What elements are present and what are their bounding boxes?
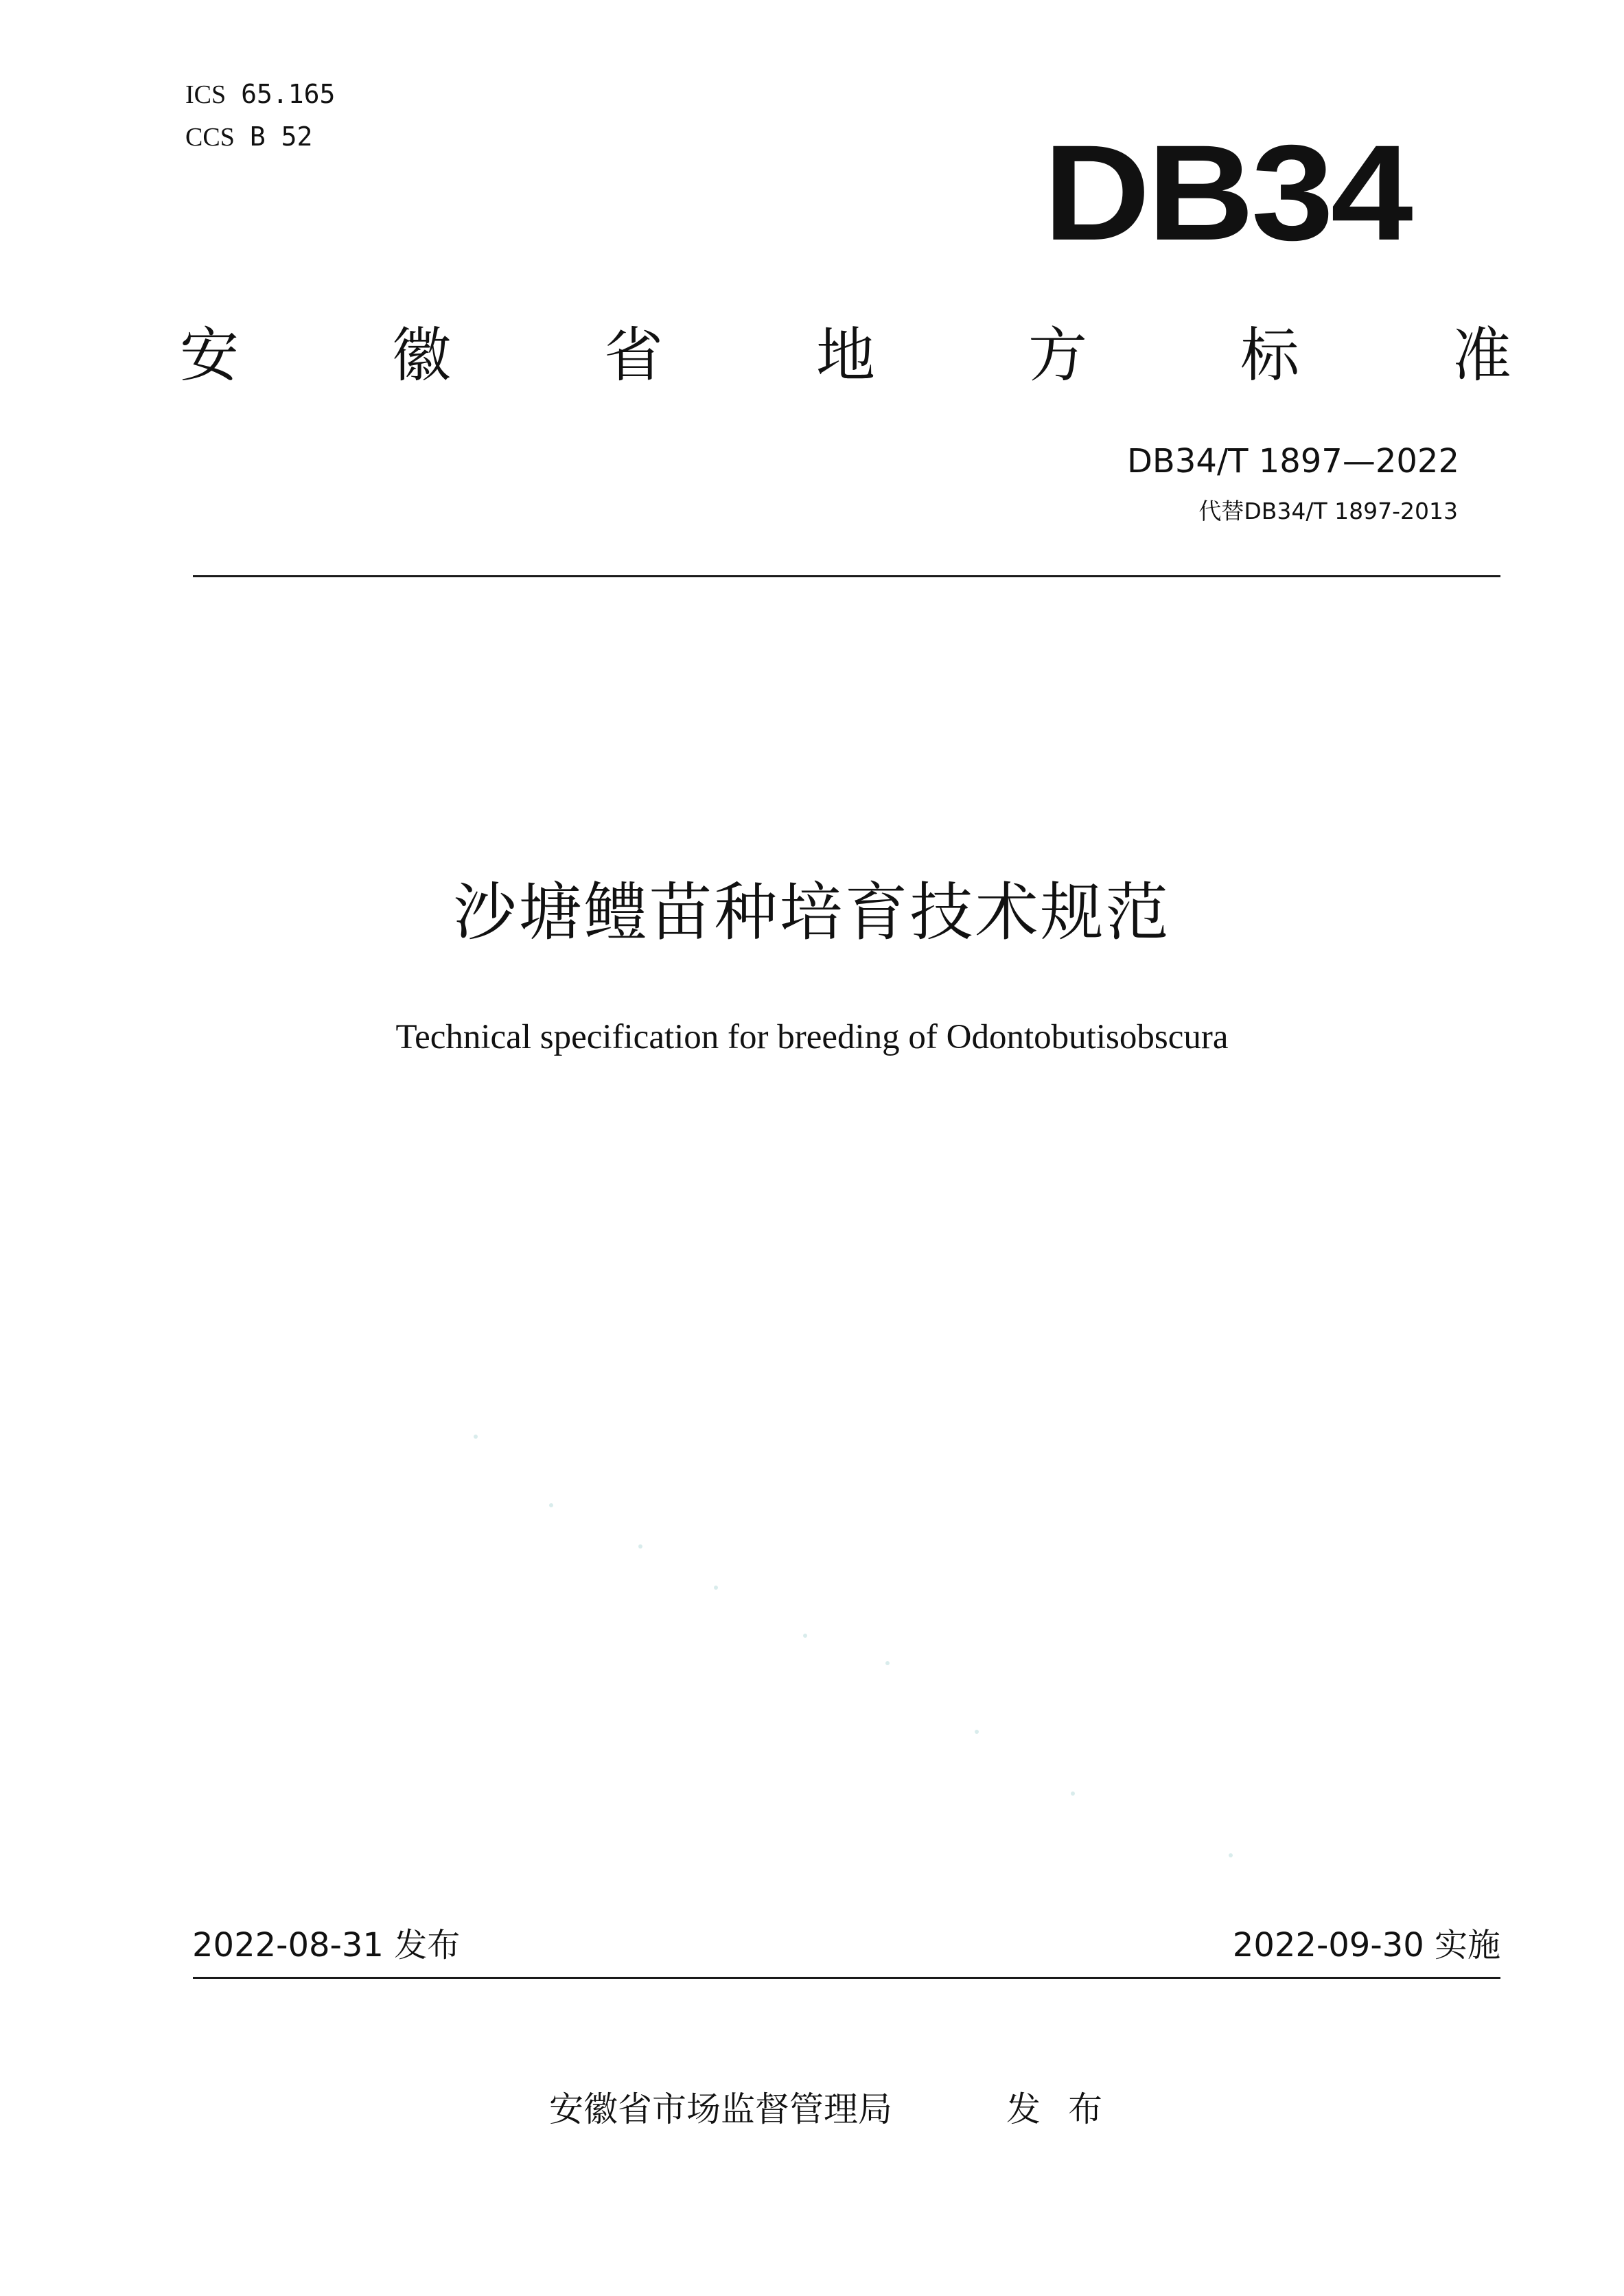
standard-type-char: 徽 bbox=[392, 321, 451, 390]
ics-label: ICS bbox=[185, 80, 227, 109]
title-chinese: 沙塘鳢苗种培育技术规范 bbox=[453, 876, 1171, 949]
ics-code bbox=[185, 81, 335, 108]
ccs-value: B 52 bbox=[249, 121, 313, 152]
bottom-divider bbox=[193, 1977, 1500, 1979]
publish-date: 2022-08-31 发布 bbox=[192, 1926, 461, 1964]
standard-type-char: 标 bbox=[1240, 321, 1299, 390]
standard-type-char: 地 bbox=[816, 321, 875, 390]
replaces-standard: 代替DB34/T 1897-2013 bbox=[1198, 498, 1458, 524]
ccs-label: CCS bbox=[185, 123, 235, 152]
standard-type-char: 准 bbox=[1452, 321, 1511, 390]
top-divider bbox=[193, 575, 1500, 577]
issuer-name: 安徽省市场监督管理局 bbox=[549, 2089, 892, 2129]
db-mark: DB34 bbox=[1043, 117, 1411, 268]
issuer-action: 发布 bbox=[1006, 2089, 1130, 2129]
title-english: Technical specification for breeding of Odontobutisobscura bbox=[395, 1018, 1229, 1056]
ccs-code bbox=[185, 121, 313, 152]
standard-type-title bbox=[180, 314, 1511, 397]
standard-type-char: 安 bbox=[180, 321, 239, 390]
standard-type-char: 方 bbox=[1028, 321, 1087, 390]
standard-number: DB34/T 1897—2022 bbox=[1126, 442, 1459, 480]
effective-date: 2022-09-30 实施 bbox=[1232, 1926, 1500, 1964]
standard-type-char: 省 bbox=[604, 321, 663, 390]
ics-value: 65.165 bbox=[241, 79, 336, 109]
